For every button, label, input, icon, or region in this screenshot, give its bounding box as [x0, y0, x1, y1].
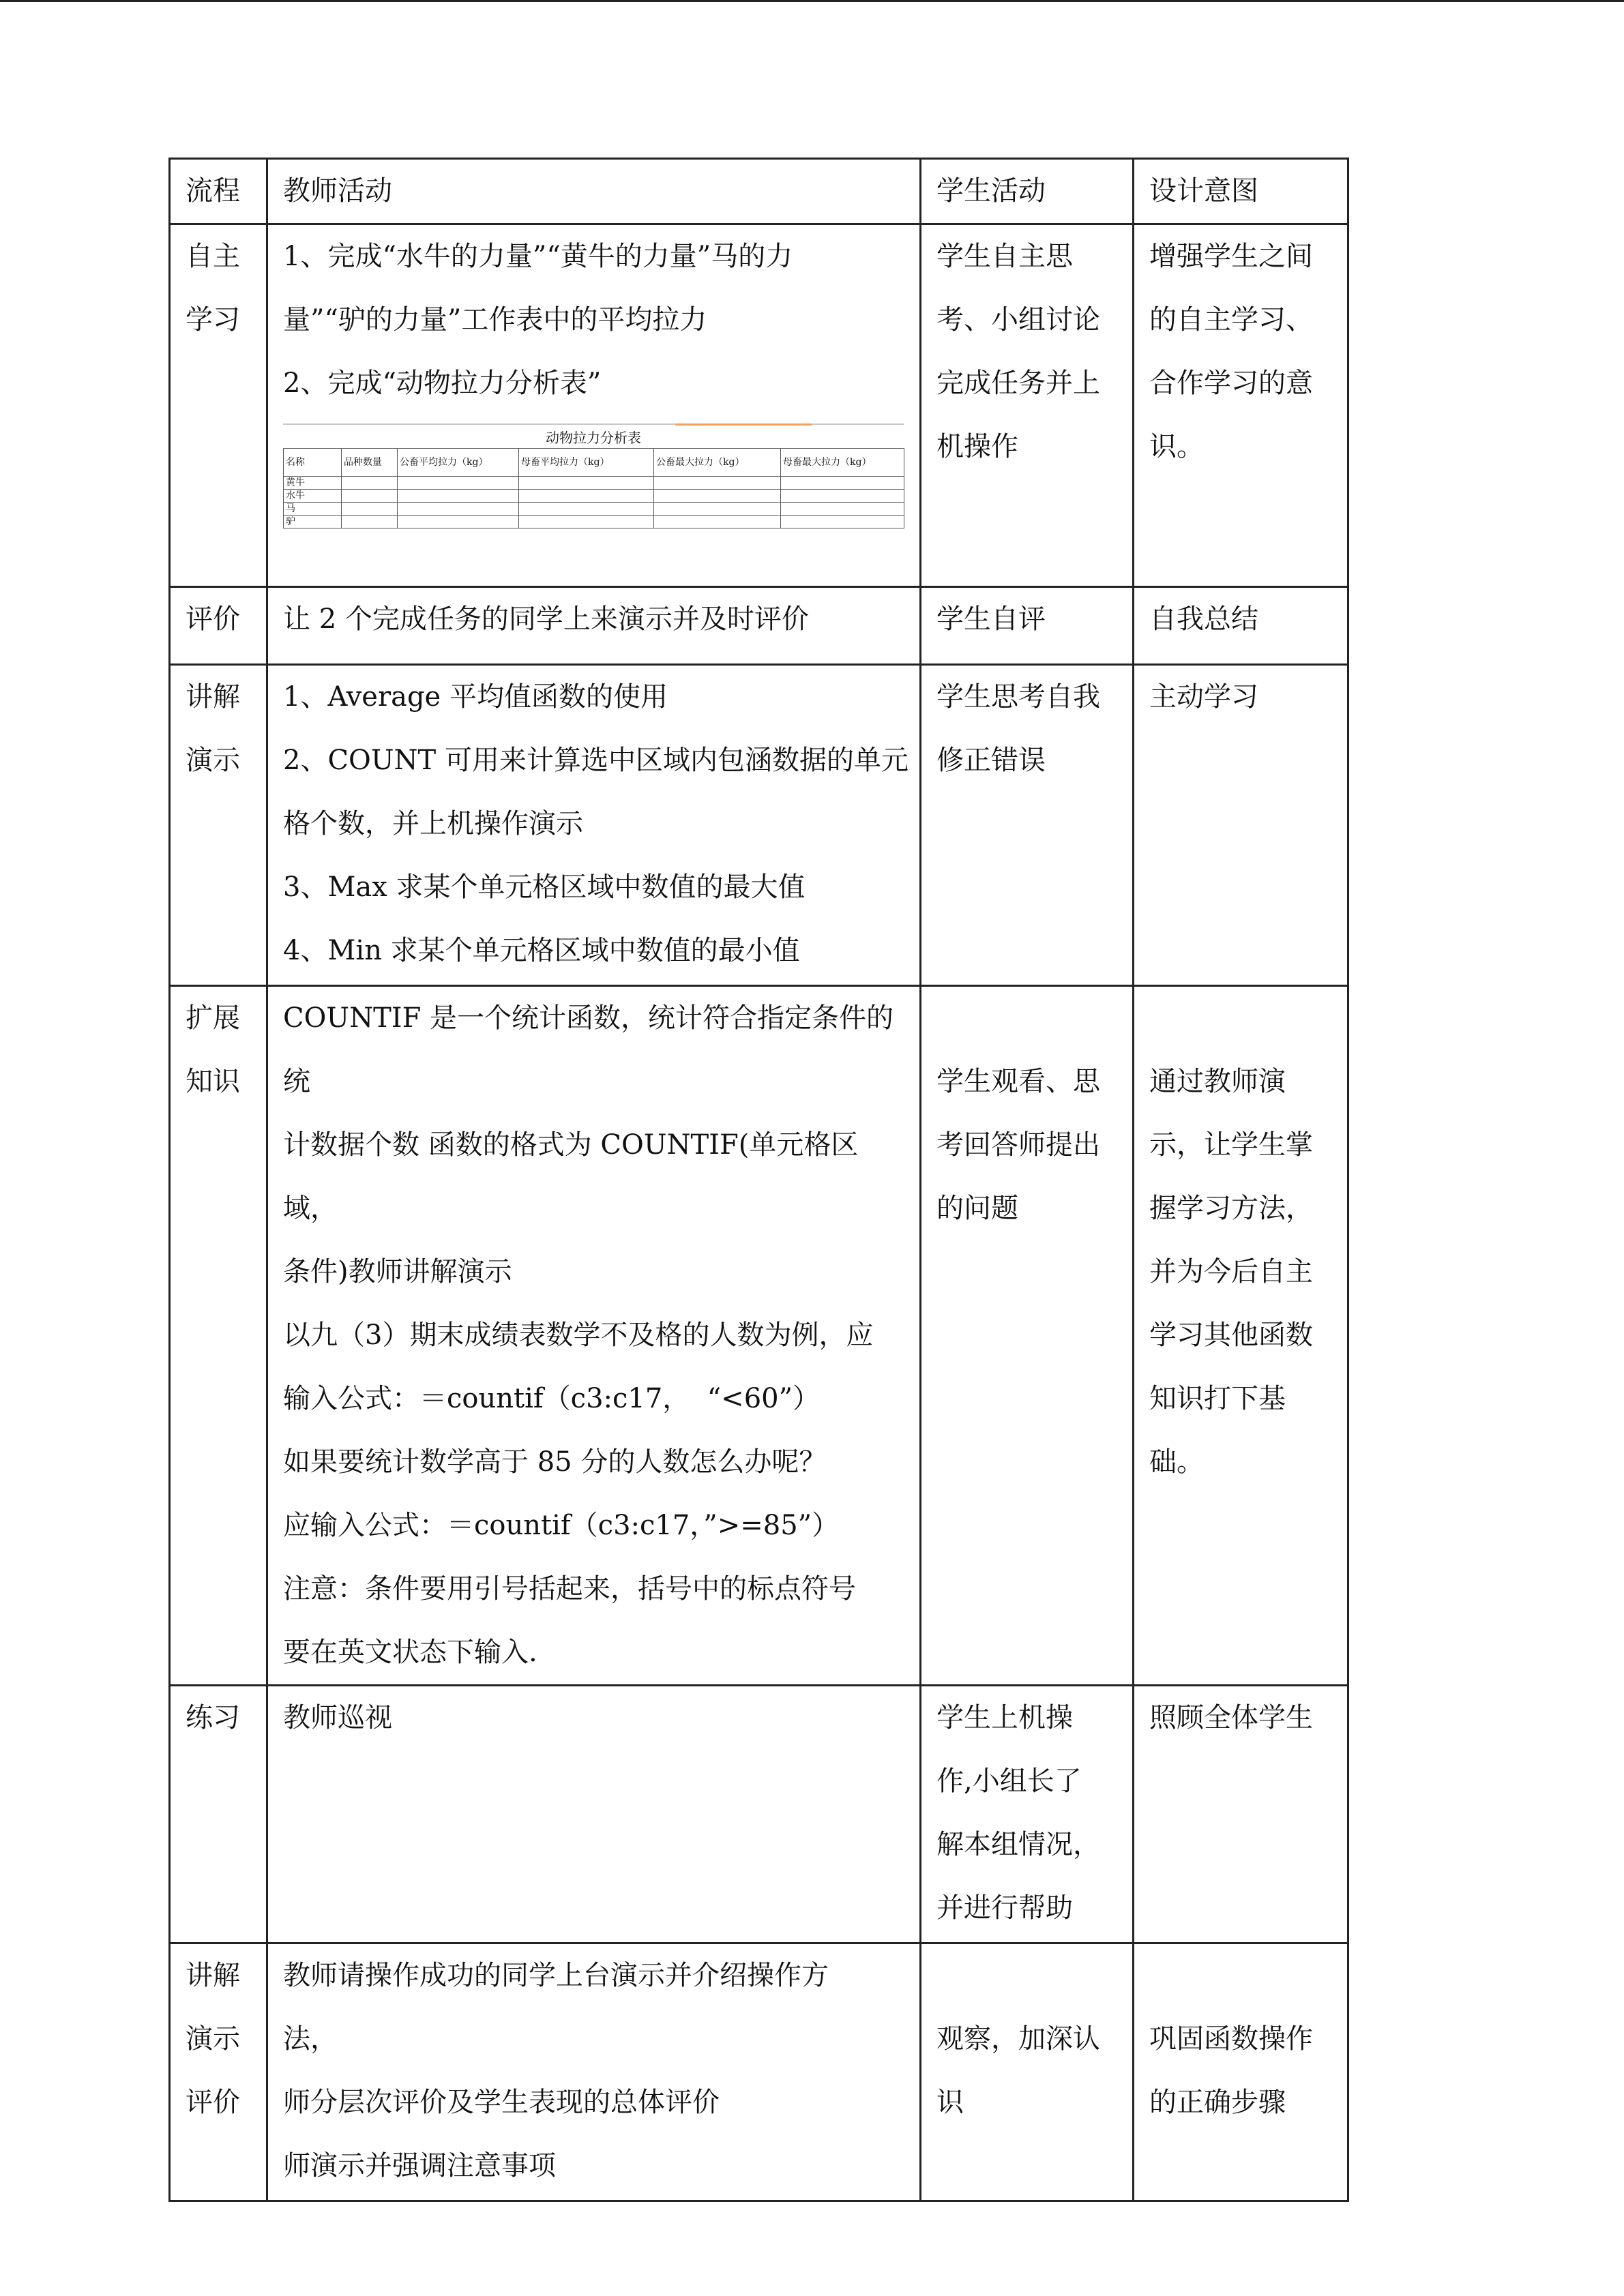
text-line: 练习	[186, 1702, 240, 1733]
text-line: 学习其他函数	[1149, 1320, 1313, 1351]
text-line: 以九（3）期末成绩表数学不及格的人数为例，应	[283, 1320, 874, 1351]
student-cell	[921, 665, 1134, 986]
text-line: 让 2 个完成任务的同学上来演示并及时评价	[283, 603, 809, 635]
text-line: 自我总结	[1149, 603, 1258, 635]
text-line: 讲解	[186, 1960, 240, 1991]
text-line: 的正确步骤	[1149, 2087, 1286, 2118]
text-line: 4、Min 求某个单元格区域中数值的最小值	[283, 935, 800, 966]
flow-cell	[170, 1943, 267, 2201]
header-row	[170, 159, 1348, 224]
lesson-plan-table	[168, 158, 1349, 2202]
table-row	[170, 665, 1348, 986]
text-line: 注意：条件要用引号括起来，括号中的标点符号	[283, 1573, 856, 1605]
header-intent: 设计意图	[1134, 159, 1348, 224]
text-line: 格个数，并上机操作演示	[283, 808, 583, 839]
flow-cell	[170, 665, 267, 986]
text-line: 教师巡视	[283, 1702, 392, 1733]
teacher-cell	[267, 986, 921, 1686]
text-line: 学生思考自我	[936, 681, 1100, 713]
text-line: 1、Average 平均值函数的使用	[283, 681, 668, 713]
sheet-row	[284, 477, 904, 490]
text-line: 如果要统计数学高于 85 分的人数怎么办呢？	[283, 1446, 827, 1478]
text-line: 的问题	[936, 1193, 1018, 1224]
page-top-border	[0, 0, 1624, 2]
teacher-cell	[267, 224, 921, 587]
text-line: 学生上机操	[936, 1702, 1073, 1733]
text-line: 并进行帮助	[936, 1892, 1073, 1924]
student-cell	[921, 986, 1134, 1686]
table-row	[170, 224, 1348, 587]
text-line: 合作学习的意	[1149, 368, 1313, 399]
flow-cell	[170, 986, 267, 1686]
text-line: 巩固函数操作	[1149, 2023, 1313, 2055]
intent-cell	[1134, 665, 1348, 986]
text-line: 3、Max 求某个单元格区域中数值的最大值	[283, 871, 806, 903]
intent-cell	[1134, 587, 1348, 665]
text-line: 完成任务并上	[936, 368, 1100, 399]
text-line: 学习	[186, 304, 240, 336]
header-teacher: 教师活动	[267, 159, 921, 224]
sheet-row	[284, 503, 904, 516]
text-line: 输入公式：＝countif（c3:c17， “<60”）	[283, 1383, 821, 1414]
text-line: 量”“驴的力量”工作表中的平均拉力	[283, 304, 707, 336]
sheet-title: 动物拉力分析表	[546, 430, 641, 446]
text-line: 评价	[186, 603, 240, 635]
text-line: 师分层次评价及学生表现的总体评价	[283, 2087, 720, 2118]
text-line: 师演示并强调注意事项	[283, 2150, 556, 2181]
text-line: 法，	[283, 2023, 338, 2055]
sheet-selection-accent	[675, 423, 812, 426]
student-cell	[921, 1686, 1134, 1943]
text-line: 知识	[186, 1066, 240, 1097]
text-line: 应输入公式：＝countif（c3:c17，”>=85”）	[283, 1510, 840, 1541]
text-line: 并为今后自主	[1149, 1256, 1313, 1287]
intent-cell	[1134, 1943, 1348, 2201]
table-row	[170, 1686, 1348, 1943]
text-line: 机操作	[936, 431, 1018, 462]
text-line: 修正错误	[936, 745, 1046, 776]
text-line: 主动学习	[1149, 681, 1258, 713]
text-line: 学生自评	[936, 603, 1046, 635]
sheet-row-label: 马	[284, 503, 342, 516]
text-line: 示，让学生掌	[1149, 1129, 1313, 1161]
text-line: 2、COUNT 可用来计算选中区域内包涵数据的单元	[283, 745, 909, 776]
text-line: 的自主学习、	[1149, 304, 1313, 336]
text-line: 增强学生之间	[1149, 241, 1313, 272]
text-line: 计数据个数 函数的格式为 COUNTIF(单元格区域，	[283, 1129, 859, 1224]
text-line: 识	[936, 2087, 964, 2118]
sheet-header-cell: 公畜平均拉力（kg）	[398, 449, 519, 477]
sheet-header-cell: 母畜最大拉力（kg）	[781, 449, 904, 477]
flow-cell	[170, 587, 267, 665]
text-line: 观察，加深认	[936, 2023, 1100, 2055]
text-line: 握学习方法，	[1149, 1193, 1313, 1224]
sheet-grid	[283, 448, 904, 528]
flow-cell	[170, 224, 267, 587]
text-line: 础。	[1149, 1446, 1204, 1478]
text-line: 解本组情况，	[936, 1829, 1100, 1860]
text-line: 识。	[1149, 431, 1204, 462]
text-line: 讲解	[186, 681, 240, 713]
text-line: 作,小组长了	[936, 1765, 1082, 1797]
sheet-row	[284, 516, 904, 528]
text-line: 学生自主思	[936, 241, 1073, 272]
teacher-cell	[267, 665, 921, 986]
text-line: 教师请操作成功的同学上台演示并介绍操作方	[283, 1960, 829, 1991]
text-line: 学生观看、思	[936, 1066, 1100, 1097]
text-line: 条件)教师讲解演示	[283, 1256, 512, 1287]
text-line: 演示	[186, 2023, 240, 2055]
sheet-row	[284, 490, 904, 503]
intent-cell	[1134, 224, 1348, 587]
header-student: 学生活动	[921, 159, 1134, 224]
text-line: 通过教师演	[1149, 1066, 1286, 1097]
text-line: COUNTIF 是一个统计函数，统计符合指定条件的统	[283, 1002, 894, 1097]
text-line: 考、小组讨论	[936, 304, 1100, 336]
text-line: 1、完成“水牛的力量”“黄牛的力量”马的力	[283, 241, 793, 272]
sheet-header-cell: 母畜平均拉力（kg）	[519, 449, 654, 477]
student-cell	[921, 587, 1134, 665]
animal-pull-analysis-sheet	[283, 423, 904, 528]
sheet-header-cell: 公畜最大拉力（kg）	[654, 449, 781, 477]
sheet-row-label: 驴	[284, 516, 342, 528]
student-cell	[921, 1943, 1134, 2201]
text-line: 自主	[186, 241, 240, 272]
table-row	[170, 986, 1348, 1686]
text-line: 2、完成“动物拉力分析表”	[283, 368, 602, 399]
text-line: 照顾全体学生	[1149, 1702, 1313, 1733]
sheet-header-cell: 名称	[284, 449, 342, 477]
text-line: 演示	[186, 745, 240, 776]
teacher-cell	[267, 1943, 921, 2201]
sheet-row-label: 黄牛	[284, 477, 342, 490]
teacher-cell	[267, 1686, 921, 1943]
sheet-header-cell: 品种数量	[342, 449, 398, 477]
student-cell	[921, 224, 1134, 587]
sheet-row-label: 水牛	[284, 490, 342, 503]
intent-cell	[1134, 1686, 1348, 1943]
header-flow: 流程	[170, 159, 267, 224]
teacher-cell	[267, 587, 921, 665]
text-line: 评价	[186, 2087, 240, 2118]
flow-cell	[170, 1686, 267, 1943]
text-line: 要在英文状态下输入.	[283, 1637, 537, 1668]
sheet-header-row	[284, 449, 904, 477]
text-line: 考回答师提出	[936, 1129, 1100, 1161]
text-line: 知识打下基	[1149, 1383, 1286, 1414]
table-row	[170, 1943, 1348, 2201]
table-row	[170, 587, 1348, 665]
intent-cell	[1134, 986, 1348, 1686]
text-line: 扩展	[186, 1002, 240, 1034]
